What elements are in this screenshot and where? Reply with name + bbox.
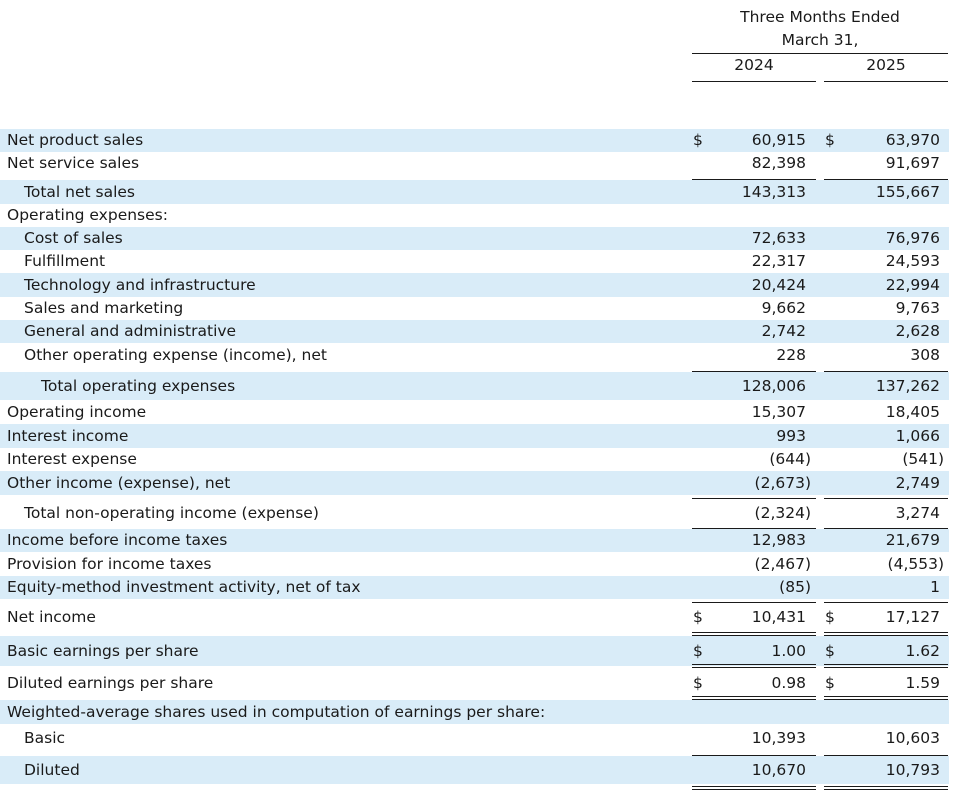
- table-row: [0, 424, 960, 448]
- row-label: Interest expense: [7, 450, 137, 468]
- row-label: Total net sales: [24, 183, 135, 201]
- double-rule: [824, 632, 948, 633]
- row-label: Other operating expense (income), net: [24, 346, 327, 364]
- table-row: [0, 529, 960, 552]
- value-2024: (85): [779, 578, 811, 596]
- currency-symbol: $: [693, 131, 703, 149]
- value-2024: 82,398: [751, 154, 806, 172]
- value-2025: 2,749: [895, 474, 940, 492]
- value-2024: 60,915: [751, 131, 806, 149]
- table-row: [0, 227, 960, 250]
- table-row: [0, 180, 960, 204]
- value-2024: 128,006: [741, 377, 806, 395]
- row-label: Net service sales: [7, 154, 140, 172]
- double-rule: [692, 696, 816, 697]
- row-label: Equity-method investment activity, net of tax: [7, 578, 361, 596]
- value-2025: 2,628: [895, 322, 940, 340]
- value-2024: 12,983: [751, 531, 806, 549]
- row-label: Other income (expense), net: [7, 474, 231, 492]
- table-row: [0, 724, 960, 752]
- value-2025: 91,697: [885, 154, 940, 172]
- value-2024: 2,742: [761, 322, 806, 340]
- value-2025: (4,553): [887, 555, 944, 573]
- table-row: [0, 400, 960, 424]
- currency-symbol: $: [825, 674, 835, 692]
- value-2024: 10,431: [751, 608, 806, 626]
- table-row: [0, 297, 960, 320]
- table-row: [0, 499, 960, 527]
- value-2025: 3,274: [895, 504, 940, 522]
- currency-symbol: $: [693, 642, 703, 660]
- value-2025: 1,066: [895, 427, 940, 445]
- column-header-2024: 2024: [734, 56, 774, 74]
- currency-symbol: $: [825, 131, 835, 149]
- row-label: Income before income taxes: [7, 531, 228, 549]
- table-row: [0, 471, 960, 495]
- value-2025: 21,679: [885, 531, 940, 549]
- row-label: General and administrative: [24, 322, 237, 340]
- table-row: [0, 700, 960, 724]
- value-2025: 24,593: [885, 252, 940, 270]
- table-row: [0, 129, 960, 152]
- value-2025: 10,603: [885, 729, 940, 747]
- row-label: Operating income: [7, 403, 147, 421]
- table-row: [0, 273, 960, 297]
- value-2024: (644): [769, 450, 811, 468]
- value-2025: 22,994: [885, 276, 940, 294]
- value-2024: (2,324): [754, 504, 811, 522]
- value-2025: 137,262: [875, 377, 940, 395]
- value-2024: 20,424: [751, 276, 806, 294]
- double-rule: [692, 789, 816, 790]
- table-row: [0, 668, 960, 698]
- value-2024: 9,662: [761, 299, 806, 317]
- value-2024: 228: [776, 346, 806, 364]
- value-2024: (2,467): [754, 555, 811, 573]
- value-2025: 18,405: [885, 403, 940, 421]
- value-2024: (2,673): [754, 474, 811, 492]
- value-2025: 308: [910, 346, 940, 364]
- column-header-date: March 31,: [781, 31, 859, 49]
- row-label: Diluted: [24, 761, 80, 779]
- table-row: [0, 320, 960, 343]
- row-label: Operating expenses:: [7, 206, 168, 224]
- row-label: Total non-operating income (expense): [24, 504, 319, 522]
- table-row: [0, 372, 960, 400]
- value-2024: 993: [776, 427, 806, 445]
- currency-symbol: $: [825, 608, 835, 626]
- value-2024: 10,670: [751, 761, 806, 779]
- column-header-period: Three Months Ended: [740, 8, 900, 26]
- row-label: Sales and marketing: [24, 299, 184, 317]
- value-2025: 10,793: [885, 761, 940, 779]
- currency-symbol: $: [693, 674, 703, 692]
- table-row: [0, 603, 960, 631]
- row-label: Technology and infrastructure: [24, 276, 256, 294]
- value-2024: 15,307: [751, 403, 806, 421]
- value-2025: 9,763: [895, 299, 940, 317]
- table-row: [0, 204, 960, 227]
- column-header-2025: 2025: [866, 56, 906, 74]
- row-label: Fulfillment: [24, 252, 106, 270]
- row-label: Basic: [24, 729, 66, 747]
- double-rule: [824, 696, 948, 697]
- header-divider: [692, 53, 948, 54]
- row-label: Net income: [7, 608, 96, 626]
- value-2025: 1.59: [905, 674, 940, 692]
- value-2024: 10,393: [751, 729, 806, 747]
- double-rule: [824, 789, 948, 790]
- table-row: [0, 250, 960, 273]
- row-label: Total operating expenses: [41, 377, 236, 395]
- row-label: Provision for income taxes: [7, 555, 212, 573]
- value-2025: 63,970: [885, 131, 940, 149]
- double-rule: [692, 786, 816, 787]
- table-row: [0, 343, 960, 367]
- table-row: [0, 756, 960, 784]
- double-rule: [824, 786, 948, 787]
- double-rule: [824, 664, 948, 665]
- row-label: Basic earnings per share: [7, 642, 199, 660]
- currency-symbol: $: [825, 642, 835, 660]
- row-label: Diluted earnings per share: [7, 674, 214, 692]
- year-divider-2025: [824, 81, 948, 82]
- value-2024: 0.98: [771, 674, 806, 692]
- value-2024: 1.00: [771, 642, 806, 660]
- row-label: Weighted-average shares used in computation of earnings per share:: [7, 703, 546, 721]
- value-2025: 76,976: [885, 229, 940, 247]
- year-divider-2024: [692, 81, 816, 82]
- row-label: Net product sales: [7, 131, 144, 149]
- table-row: [0, 636, 960, 666]
- value-2024: 72,633: [751, 229, 806, 247]
- table-row: [0, 552, 960, 576]
- double-rule: [692, 632, 816, 633]
- value-2025: 1.62: [905, 642, 940, 660]
- value-2025: 1: [930, 578, 940, 596]
- value-2025: (541): [902, 450, 944, 468]
- value-2025: 17,127: [885, 608, 940, 626]
- table-row: [0, 152, 960, 175]
- value-2024: 22,317: [751, 252, 806, 270]
- row-label: Cost of sales: [24, 229, 123, 247]
- double-rule: [692, 664, 816, 665]
- table-row: [0, 576, 960, 599]
- currency-symbol: $: [693, 608, 703, 626]
- value-2024: 143,313: [741, 183, 806, 201]
- row-label: Interest income: [7, 427, 129, 445]
- table-row: [0, 448, 960, 471]
- value-2025: 155,667: [875, 183, 940, 201]
